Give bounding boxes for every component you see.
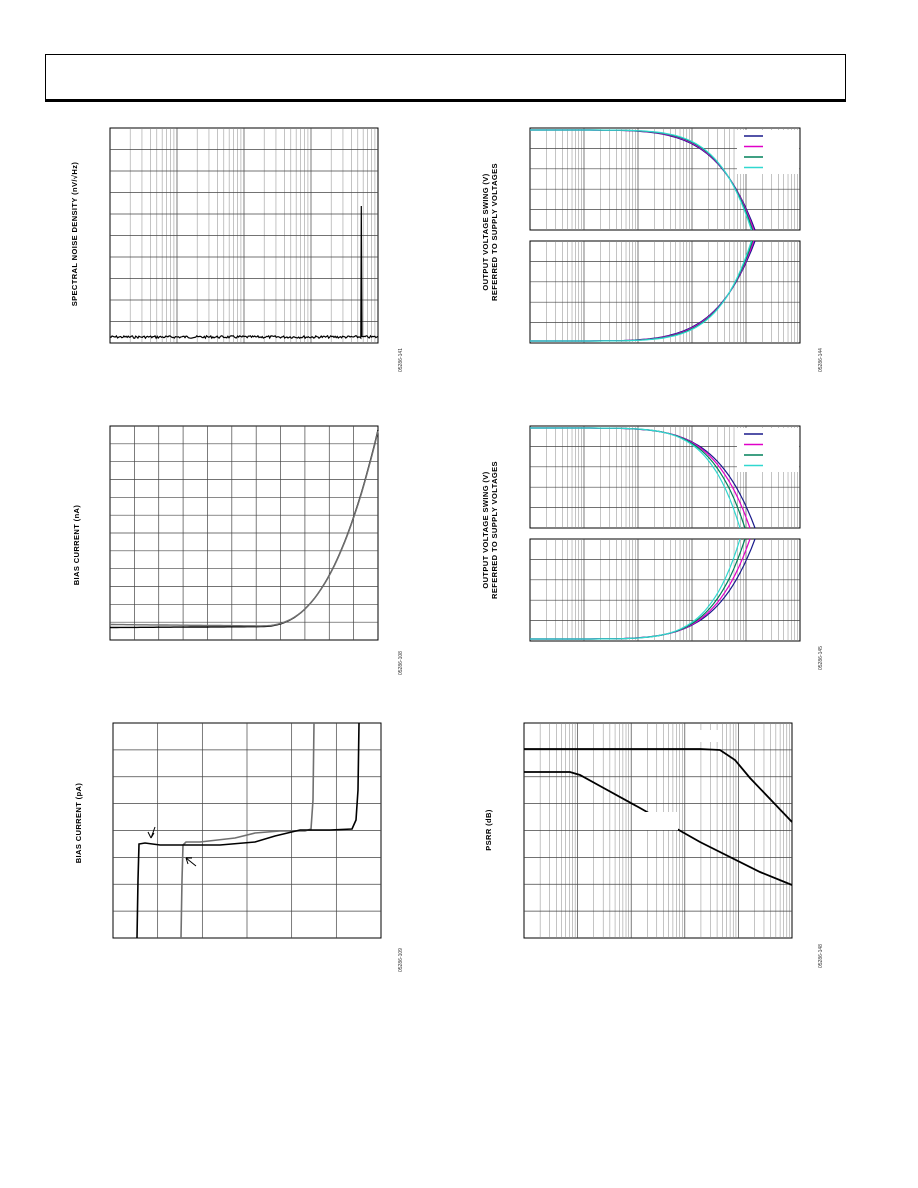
bias-cm-figure-id: 05286-109 <box>398 948 404 972</box>
noise-y-axis-label: SPECTRAL NOISE DENSITY (nV/√Hz) <box>70 161 79 307</box>
psrr-label-box <box>700 730 720 742</box>
swing-top-y-label-line1: OUTPUT VOLTAGE SWING (V) <box>481 173 490 291</box>
swing-mid-figure-id: 05286-145 <box>818 646 824 670</box>
psrr-label-box <box>644 812 678 830</box>
swing-mid-y-label-line2: REFERRED TO SUPPLY VOLTAGES <box>490 461 499 599</box>
noise-figure-id: 05286-141 <box>398 348 404 372</box>
swing-top-y-label-line2: REFERRED TO SUPPLY VOLTAGES <box>490 163 499 301</box>
psrr-y-axis-label: PSRR (dB) <box>484 809 493 851</box>
bias-temp-figure-id: 05286-108 <box>398 651 404 675</box>
bias-temp-y-axis-label: BIAS CURRENT (nA) <box>72 504 81 586</box>
swing-mid-y-label-line1: OUTPUT VOLTAGE SWING (V) <box>481 471 490 589</box>
psrr-figure-id: 05286-148 <box>818 944 824 968</box>
bias-cm-y-axis-label: BIAS CURRENT (pA) <box>74 782 83 864</box>
swing-top-figure-id: 05286-144 <box>818 348 824 372</box>
